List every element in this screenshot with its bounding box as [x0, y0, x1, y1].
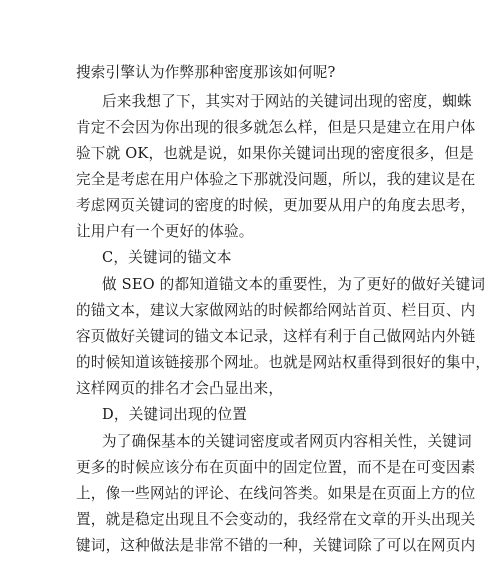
text-line-19: 键词，这种做法是非常不错的一种，关键词除了可以在网页内	[76, 537, 476, 554]
text-line-11: 容页做好关键词的锚文本记录，这样有利于自己做网站内外链	[76, 328, 476, 345]
text-line-4: 验下就 OK，也就是说，如果你关键词出现的密度很多，但是	[76, 145, 474, 162]
text-line-17: 上，像一些网站的评论、在线问答类。如果是在页面上方的位	[76, 485, 476, 502]
text-line-15: 为了确保基本的关键词密度或者网页内容相关性，关键词	[102, 433, 472, 450]
text-line-6: 考虑网页关键词的密度的时候，更加要从用户的角度去思考，	[76, 197, 476, 214]
text-line-18: 置，就是稳定出现且不会变动的，我经常在文章的开头出现关	[76, 511, 476, 528]
text-line-10: 的锚文本，建议大家做网站的时候都给网站首页、栏目页、内	[76, 302, 476, 319]
text-line-16: 更多的时候应该分布在页面中的固定位置，而不是在可变因素	[76, 459, 476, 476]
text-line-7: 让用户有一个更好的体验。	[76, 223, 254, 240]
text-line-13: 这样网页的排名才会凸显出来，	[76, 380, 284, 397]
section-heading-c: C，关键词的锚文本	[102, 249, 232, 266]
section-heading-d: D，关键词出现的位置	[102, 406, 248, 423]
text-line-3: 肯定不会因为你出现的很多就怎么样，但是只是建立在用户体	[76, 119, 476, 136]
text-line-9: 做 SEO 的都知道锚文本的重要性，为了更好的做好关键词	[102, 276, 486, 293]
text-line-12: 的时候知道该链接那个网址。也就是网站权重得到很好的集中，	[76, 354, 491, 371]
text-line-1: 搜索引擎认为作弊那种密度那该如何呢?	[76, 64, 336, 81]
text-line-2: 后来我想了下，其实对于网站的关键词出现的密度，蜘蛛	[102, 93, 472, 110]
text-line-5: 完全是考虑在用户体验之下那就没问题，所以，我的建议是在	[76, 171, 476, 188]
